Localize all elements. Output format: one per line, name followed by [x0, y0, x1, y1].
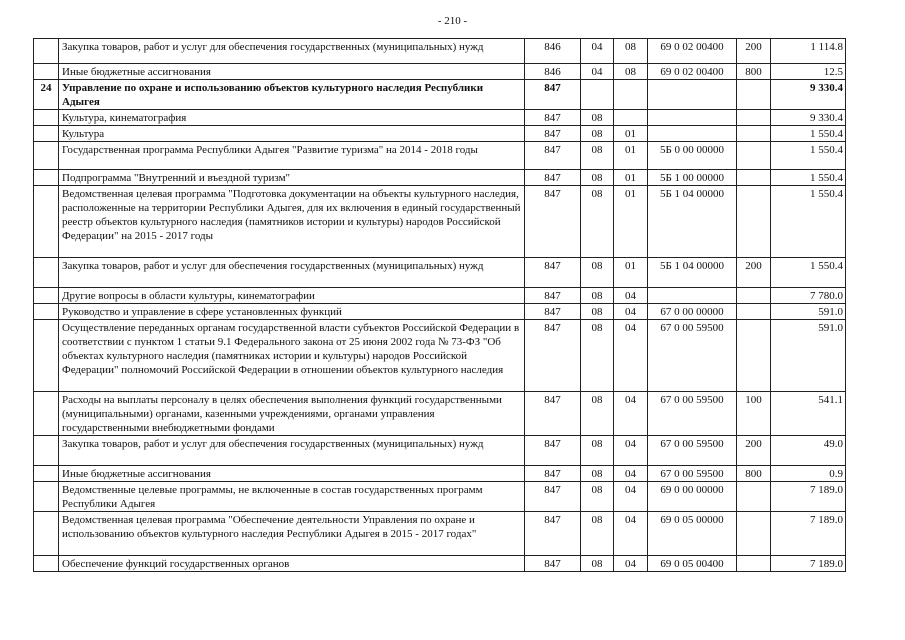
table-row	[34, 258, 846, 288]
item-name: Руководство и управление в сфере установленных функций	[59, 304, 525, 320]
subsection-code: 08	[614, 39, 648, 64]
subsection-code: 04	[614, 482, 648, 512]
amount-value: 9 330.4	[771, 110, 846, 126]
row-number	[34, 258, 59, 288]
ministry-code: 847	[525, 304, 581, 320]
item-name: Подпрограмма "Внутренний и въездной туризм"	[59, 170, 525, 186]
table-row	[34, 64, 846, 80]
table-row	[34, 186, 846, 258]
row-number	[34, 320, 59, 392]
subsection-code: 04	[614, 288, 648, 304]
target-article-code	[648, 80, 737, 110]
amount-value: 1 550.4	[771, 126, 846, 142]
section-code: 08	[581, 556, 614, 572]
ministry-code: 847	[525, 392, 581, 436]
section-code: 08	[581, 126, 614, 142]
table-row	[34, 110, 846, 126]
ministry-code: 847	[525, 110, 581, 126]
amount-value: 1 550.4	[771, 142, 846, 170]
target-article-code	[648, 288, 737, 304]
amount-value: 591.0	[771, 320, 846, 392]
section-code: 08	[581, 186, 614, 258]
item-name: Закупка товаров, работ и услуг для обеспечения государственных (муниципальных) нужд	[59, 436, 525, 466]
ministry-code: 847	[525, 170, 581, 186]
item-name: Иные бюджетные ассигнования	[59, 64, 525, 80]
table-row	[34, 288, 846, 304]
expense-type-code	[737, 556, 771, 572]
section-code: 08	[581, 512, 614, 556]
item-name: Ведомственная целевая программа "Подготовка документации на объекты культурного наследия, расположенные на территории Республики Адыгея, для их включения в единый государственный реестр объектов культурного наследия (памятников истории и культуры) народов Российской Федерации" на 2015 - 2017 годы	[59, 186, 525, 258]
row-number	[34, 110, 59, 126]
subsection-code: 04	[614, 466, 648, 482]
section-code: 08	[581, 110, 614, 126]
expense-type-code: 200	[737, 258, 771, 288]
subsection-code	[614, 110, 648, 126]
table-row	[34, 142, 846, 170]
table-row	[34, 392, 846, 436]
target-article-code: 5Б 1 00 00000	[648, 170, 737, 186]
row-number	[34, 126, 59, 142]
expense-type-code	[737, 80, 771, 110]
row-number: 24	[34, 80, 59, 110]
amount-value: 541.1	[771, 392, 846, 436]
ministry-code: 847	[525, 142, 581, 170]
subsection-code: 04	[614, 556, 648, 572]
item-name: Управление по охране и использованию объектов культурного наследия Республики Адыгея	[59, 80, 525, 110]
row-number	[34, 436, 59, 466]
item-name: Закупка товаров, работ и услуг для обеспечения государственных (муниципальных) нужд	[59, 258, 525, 288]
item-name: Иные бюджетные ассигнования	[59, 466, 525, 482]
target-article-code: 67 0 00 59500	[648, 466, 737, 482]
target-article-code: 5Б 0 00 00000	[648, 142, 737, 170]
expense-type-code	[737, 110, 771, 126]
table-row	[34, 126, 846, 142]
subsection-code: 04	[614, 512, 648, 556]
table-row	[34, 556, 846, 572]
page-number: - 210 -	[437, 15, 468, 27]
amount-value: 1 550.4	[771, 258, 846, 288]
table-row	[34, 512, 846, 556]
amount-value: 7 780.0	[771, 288, 846, 304]
row-number	[34, 288, 59, 304]
item-name: Обеспечение функций государственных органов	[59, 556, 525, 572]
subsection-code: 08	[614, 64, 648, 80]
budget-table	[33, 38, 846, 572]
row-number	[34, 64, 59, 80]
amount-value: 591.0	[771, 304, 846, 320]
section-code: 08	[581, 304, 614, 320]
amount-value: 12.5	[771, 64, 846, 80]
item-name: Закупка товаров, работ и услуг для обеспечения государственных (муниципальных) нужд	[59, 39, 525, 64]
expense-type-code	[737, 126, 771, 142]
table-row	[34, 436, 846, 466]
amount-value: 1 114.8	[771, 39, 846, 64]
section-code: 04	[581, 39, 614, 64]
ministry-code: 847	[525, 436, 581, 466]
section-code: 04	[581, 64, 614, 80]
ministry-code: 847	[525, 288, 581, 304]
amount-value: 49.0	[771, 436, 846, 466]
item-name: Расходы на выплаты персоналу в целях обеспечения выполнения функций государственными (муниципальными) органами, казенными учреждениями, органами управления государственными внебюджетными фондами	[59, 392, 525, 436]
ministry-code: 847	[525, 126, 581, 142]
subsection-code: 01	[614, 186, 648, 258]
row-number	[34, 482, 59, 512]
target-article-code: 67 0 00 00000	[648, 304, 737, 320]
subsection-code: 04	[614, 320, 648, 392]
ministry-code: 847	[525, 482, 581, 512]
item-name: Осуществление переданных органам государственной власти субъектов Российской Федерации в соответствии с пунктом 1 статьи 9.1 Федерального закона от 25 июня 2002 года № 73-ФЗ "Об объектах культурного наследия (памятниках истории и культуры) народов Российской Федерации" полномочий Российской Федерации в отношении объектов культурного наследия	[59, 320, 525, 392]
item-name: Ведомственные целевые программы, не включенные в состав государственных программ Республики Адыгея	[59, 482, 525, 512]
subsection-code: 01	[614, 258, 648, 288]
item-name: Культура, кинематография	[59, 110, 525, 126]
ministry-code: 847	[525, 258, 581, 288]
section-code: 08	[581, 142, 614, 170]
section-code: 08	[581, 288, 614, 304]
expense-type-code	[737, 288, 771, 304]
table-row	[34, 39, 846, 64]
target-article-code: 5Б 1 04 00000	[648, 186, 737, 258]
ministry-code: 847	[525, 556, 581, 572]
target-article-code	[648, 110, 737, 126]
amount-value: 7 189.0	[771, 482, 846, 512]
target-article-code: 67 0 00 59500	[648, 320, 737, 392]
subsection-code: 01	[614, 142, 648, 170]
item-name: Другие вопросы в области культуры, кинематографии	[59, 288, 525, 304]
expense-type-code	[737, 320, 771, 392]
ministry-code: 847	[525, 466, 581, 482]
item-name: Ведомственная целевая программа "Обеспечение деятельности Управления по охране и использованию объектов культурного наследия Республики Адыгея в 2015 - 2017 годах"	[59, 512, 525, 556]
expense-type-code	[737, 304, 771, 320]
target-article-code: 67 0 00 59500	[648, 392, 737, 436]
target-article-code	[648, 126, 737, 142]
expense-type-code	[737, 482, 771, 512]
table-row	[34, 304, 846, 320]
section-code: 08	[581, 482, 614, 512]
amount-value: 1 550.4	[771, 186, 846, 258]
section-code: 08	[581, 170, 614, 186]
expense-type-code: 200	[737, 436, 771, 466]
subsection-code: 04	[614, 392, 648, 436]
expense-type-code	[737, 170, 771, 186]
target-article-code: 69 0 05 00000	[648, 512, 737, 556]
row-number	[34, 466, 59, 482]
target-article-code: 67 0 00 59500	[648, 436, 737, 466]
target-article-code: 69 0 02 00400	[648, 64, 737, 80]
expense-type-code: 100	[737, 392, 771, 436]
subsection-code	[614, 80, 648, 110]
expense-type-code	[737, 142, 771, 170]
amount-value: 9 330.4	[771, 80, 846, 110]
ministry-code: 847	[525, 512, 581, 556]
target-article-code: 5Б 1 04 00000	[648, 258, 737, 288]
expense-type-code	[737, 512, 771, 556]
expense-type-code: 800	[737, 64, 771, 80]
section-code	[581, 80, 614, 110]
amount-value: 0.9	[771, 466, 846, 482]
row-number	[34, 392, 59, 436]
subsection-code: 01	[614, 170, 648, 186]
ministry-code: 847	[525, 320, 581, 392]
section-code: 08	[581, 258, 614, 288]
target-article-code: 69 0 02 00400	[648, 39, 737, 64]
row-number	[34, 39, 59, 64]
section-code: 08	[581, 466, 614, 482]
subsection-code: 04	[614, 436, 648, 466]
ministry-code: 847	[525, 80, 581, 110]
expense-type-code: 200	[737, 39, 771, 64]
table-row	[34, 80, 846, 110]
ministry-code: 846	[525, 64, 581, 80]
section-code: 08	[581, 320, 614, 392]
table-row	[34, 466, 846, 482]
row-number	[34, 186, 59, 258]
section-code: 08	[581, 392, 614, 436]
target-article-code: 69 0 00 00000	[648, 482, 737, 512]
table-body	[34, 39, 846, 572]
ministry-code: 847	[525, 186, 581, 258]
ministry-code: 846	[525, 39, 581, 64]
row-number	[34, 170, 59, 186]
amount-value: 7 189.0	[771, 512, 846, 556]
expense-type-code: 800	[737, 466, 771, 482]
row-number	[34, 142, 59, 170]
section-code: 08	[581, 436, 614, 466]
expense-type-code	[737, 186, 771, 258]
target-article-code: 69 0 05 00400	[648, 556, 737, 572]
subsection-code: 01	[614, 126, 648, 142]
amount-value: 1 550.4	[771, 170, 846, 186]
amount-value: 7 189.0	[771, 556, 846, 572]
table-row	[34, 482, 846, 512]
item-name: Государственная программа Республики Адыгея "Развитие туризма" на 2014 - 2018 годы	[59, 142, 525, 170]
table-row	[34, 320, 846, 392]
row-number	[34, 304, 59, 320]
subsection-code: 04	[614, 304, 648, 320]
row-number	[34, 556, 59, 572]
item-name: Культура	[59, 126, 525, 142]
table-row	[34, 170, 846, 186]
row-number	[34, 512, 59, 556]
